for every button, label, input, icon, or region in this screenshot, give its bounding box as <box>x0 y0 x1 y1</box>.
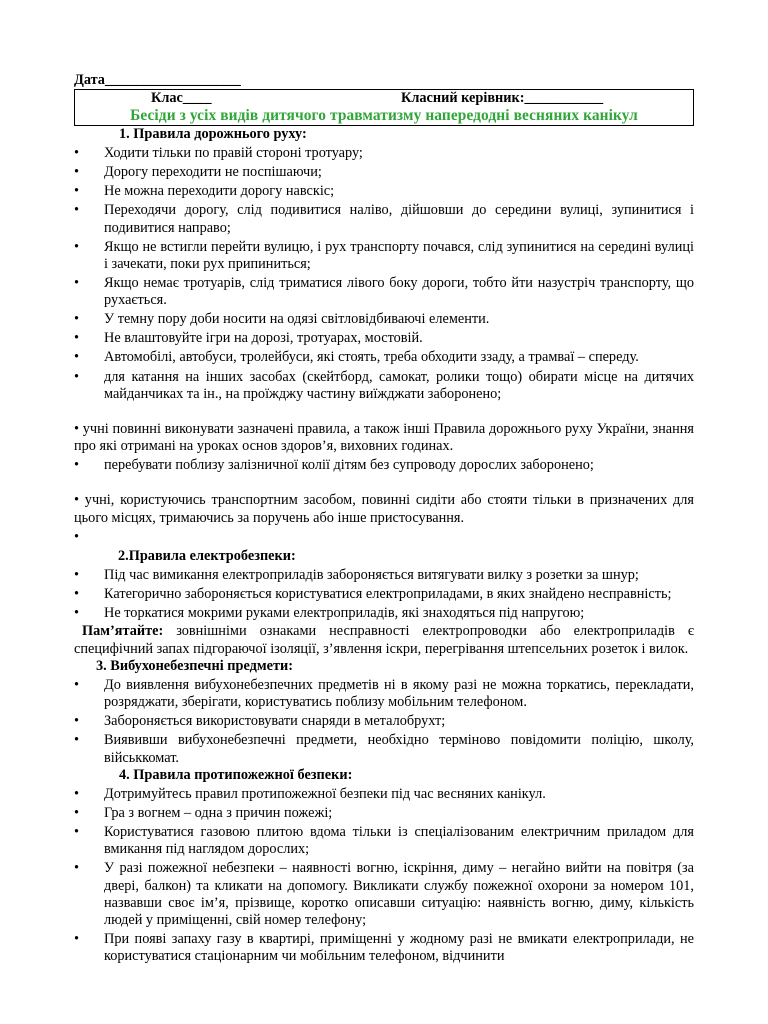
paragraph: • учні повинні виконувати зазначені правила, а також інші Правила дорожнього руху України, знання про які отримані на уроках основ здоров’я, виховних годинах. <box>74 420 694 455</box>
document-title: Бесіди з усіх видів дитячого травматизму напередодні весняних канікул <box>130 107 638 124</box>
list-item: • Якщо немає тротуарів, слід триматися лівого боку дороги, тобто йти назустріч транспорту, що рухається. <box>74 275 694 309</box>
list-item: • Не можна переходити дорогу навскіс; <box>74 183 694 200</box>
list-item: • Гра з вогнем – одна з причин пожежі; <box>74 805 694 822</box>
list-item: • Користуватися газовою плитою вдома тільки із спеціалізованим електричним приладом для вмикання під наглядом дорослих; <box>74 824 694 858</box>
list-item: • Не влаштовуйте ігри на дорозі, тротуарах, мостовій. <box>74 330 694 347</box>
list-item: • Дотримуйтесь правил протипожежної безпеки під час весняних канікул. <box>74 786 694 803</box>
list-item: • перебувати поблизу залізничної колії дітям без супроводу дорослих заборонено; <box>74 457 694 474</box>
section-heading-explosives: 3. Вибухонебезпечні предмети: <box>96 657 293 674</box>
list-item: • Якщо не встигли перейти вулицю, і рух транспорту почався, слід зупинитися на середині вулиці і зачекати, поки рух припиниться; <box>74 239 694 273</box>
list-item: • Дорогу переходити не поспішаючи; <box>74 164 694 181</box>
date-field: Дата___________________ <box>74 72 241 88</box>
list-item: • Ходити тільки по правій стороні тротуару; <box>74 145 694 162</box>
list-item: • Не торкатися мокрими руками електроприладів, які знаходяться під напругою; <box>74 605 694 622</box>
note-label: Пам’ятайте: <box>82 623 164 640</box>
list-item: • Переходячи дорогу, слід подивитися наліво, дійшовши до середини вулиці, зупинитися і подивитися направо; <box>74 202 694 236</box>
list-item: • для катання на інших засобах (скейтборд, самокат, ролики тощо) обирати місце на дитячих майданчиках та ін., на проїжджу частину виїжджати заборонено; <box>74 369 694 403</box>
note-text: зовнішніми ознаками несправності електропроводки або електроприладів є специфічний запах підгораючої ізоляції, з’явлення іскри, перегрівання штепсельних розеток і вилок. <box>74 623 694 657</box>
section-heading-fire: 4. Правила протипожежної безпеки: <box>119 766 353 783</box>
list-item: • У разі пожежної небезпеки – наявності вогню, іскріння, диму – негайно вийти на повітря (за двері, балкон) та кликати на допомогу. Викликати службу пожежної охорони за номером 101, назвавши своє ім’я, прізвище, коротко описавши ситуацію: наявність вогню, диму, кількість людей у приміщенні, свій номер телефону; <box>74 860 694 929</box>
paragraph: • учні, користуючись транспортним засобом, повинні сидіти або стояти тільки в призначених для цього місцях, тримаючись за поручень або інше пристосування. <box>74 492 694 526</box>
list-item: • Забороняється використовувати снаряди в металобрухт; <box>74 713 694 730</box>
list-item: • У темну пору доби носити на одязі світловідбиваючі елементи. <box>74 311 694 328</box>
spacer <box>74 403 694 420</box>
teacher-field: Класний керівник:___________ <box>401 90 604 106</box>
spacer <box>74 474 694 491</box>
list-item: • Автомобілі, автобуси, тролейбуси, які стоять, треба обходити ззаду, а трамваї – спереду. <box>74 349 694 366</box>
list-item: • При появі запаху газу в квартирі, приміщенні у жодному разі не вмикати електроприлади, не користуватися стаціонарним чи мобільним телефоном, відчинити <box>74 931 694 965</box>
section-heading-electric: 2.Правила електробезпеки: <box>118 547 296 564</box>
section-heading-traffic: 1. Правила дорожнього руху: <box>119 126 307 142</box>
list-item: • Виявивши вибухонебезпечні предмети, необхідно терміново повідомити поліцію, школу, військкомат. <box>74 732 694 766</box>
class-field: Клас____ <box>151 90 212 106</box>
header-box <box>74 89 694 126</box>
document-body <box>74 126 694 965</box>
empty-list-item <box>74 529 694 546</box>
list-item: • Під час вимикання електроприладів забороняється витягувати вилку з розетки за шнур; <box>74 567 694 584</box>
list-item: • Категорично забороняється користуватися електроприладами, в яких знайдено несправність; <box>74 586 694 603</box>
note-paragraph <box>74 623 694 657</box>
list-item: • До виявлення вибухонебезпечних предметів ні в якому разі не можна торкатись, перекладати, розряджати, зберігати, користуватись поблизу мобільним телефоном. <box>74 677 694 711</box>
